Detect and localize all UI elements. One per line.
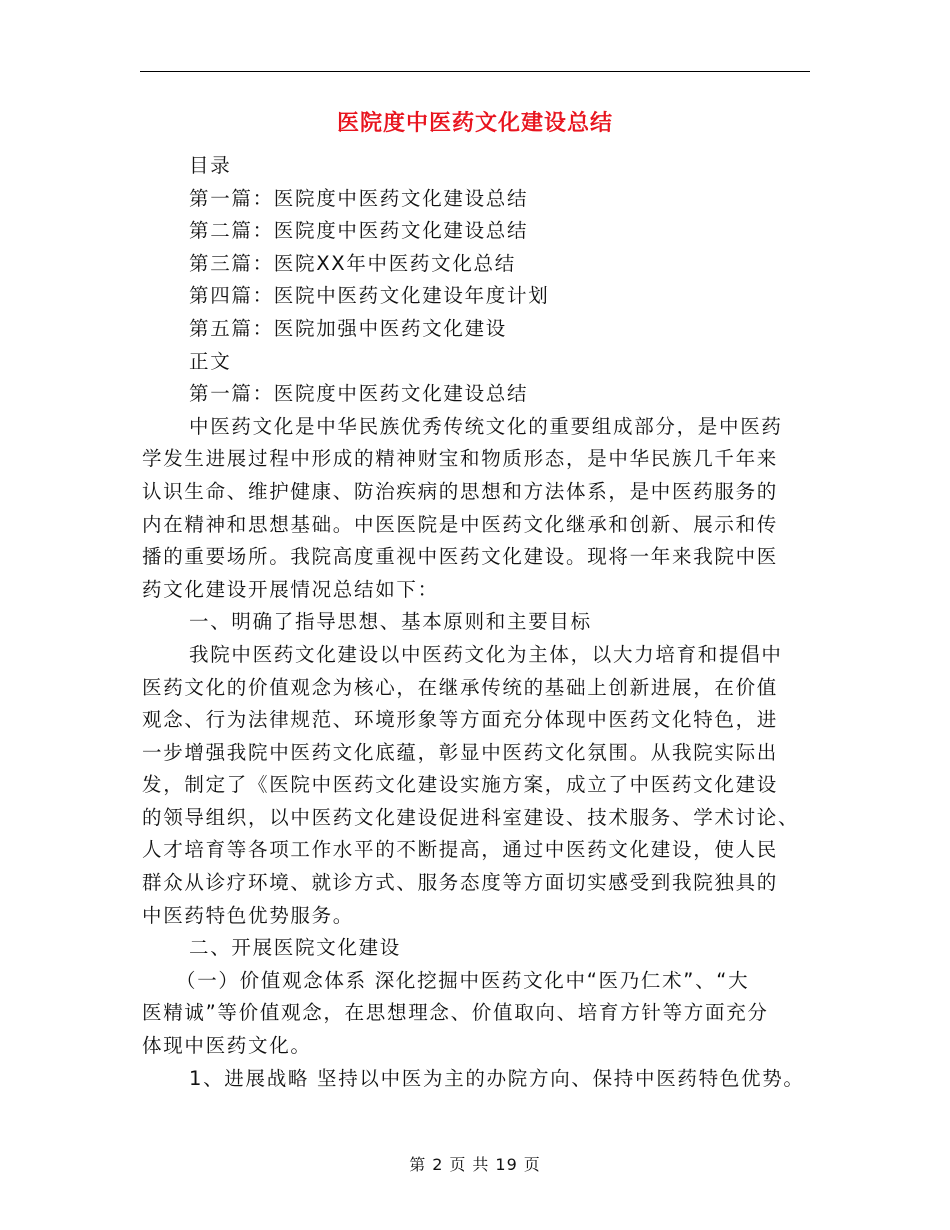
paragraph-line: 观念、行为法律规范、环境形象等方面充分体现中医药文化特色，进 [142, 708, 779, 732]
header-rule [140, 71, 810, 72]
document-title: 医院度中医药文化建设总结 [336, 111, 613, 136]
paragraph-line: 人才培育等各项工作水平的不断提高，通过中医药文化建设，使人民 [142, 838, 779, 862]
paragraph-line: 医药文化的价值观念为核心，在继承传统的基础上创新进展，在价值 [142, 675, 779, 699]
paragraph-line: 群众从诊疗环境、就诊方式、服务态度等方面切实感受到我院独具的 [142, 871, 779, 895]
toc-heading: 目录 [189, 154, 232, 177]
toc-item-1[interactable]: 第一篇：医院度中医药文化建设总结 [189, 186, 529, 210]
document-body [142, 150, 808, 1095]
paragraph-line: （一）价值观念体系 深化挖掘中医药文化中“医乃仁术”、“大 [176, 968, 750, 992]
paragraph-line: 中医药特色优势服务。 [142, 903, 355, 927]
paragraph-line: 中医药文化是中华民族优秀传统文化的重要组成部分，是中医药 [189, 414, 783, 438]
paragraph-line: 体现中医药文化。 [142, 1034, 312, 1058]
footer-prefix: 第 [409, 1155, 427, 1174]
footer-page-number: 2 [432, 1155, 444, 1174]
paragraph-line: 发，制定了《医院中医药文化建设实施方案，成立了中医药文化建设 [142, 773, 779, 797]
section-heading-1: 一、明确了指导思想、基本原则和主要目标 [189, 610, 592, 634]
section-heading-2: 二、开展医院文化建设 [189, 936, 402, 960]
paragraph-line: 内在精神和思想基础。中医医院是中医药文化继承和创新、展示和传 [142, 512, 779, 536]
toc-item-5[interactable]: 第五篇：医院加强中医药文化建设 [189, 316, 508, 340]
article-heading: 第一篇：医院度中医药文化建设总结 [189, 382, 529, 406]
paragraph-line: 认识生命、维护健康、防治疾病的思想和方法体系，是中医药服务的 [142, 479, 779, 503]
toc-item-3[interactable]: 第三篇：医院XX年中医药文化总结 [189, 251, 516, 275]
paragraph-line: 学发生进展过程中形成的精神财宝和物质形态，是中华民族几千年来 [142, 447, 779, 471]
footer-total-label: 共 [472, 1155, 490, 1174]
paragraph-line: 的领导组织，以中医药文化建设促进科室建设、技术服务、学术讨论、 [142, 805, 800, 829]
paragraph-line: 播的重要场所。我院高度重视中医药文化建设。现将一年来我院中医 [142, 545, 779, 569]
footer-suffix: 页 [523, 1155, 541, 1174]
paragraph-guiding-principles [142, 639, 808, 932]
paragraph-intro [142, 411, 808, 607]
toc-item-2[interactable]: 第二篇：医院度中医药文化建设总结 [189, 219, 529, 243]
body-heading: 正文 [189, 349, 232, 373]
paragraph-line: 我院中医药文化建设以中医药文化为主体，以大力培育和提倡中 [189, 642, 783, 666]
page-footer [0, 1152, 950, 1175]
paragraph-values [142, 965, 808, 1063]
paragraph-line: 1、进展战略 坚持以中医为主的办院方向、保持中医药特色优势。 [189, 1066, 805, 1090]
paragraph-line: 一步增强我院中医药文化底蕴，彰显中医药文化氛围。从我院实际出 [142, 740, 779, 764]
paragraph-strategy [142, 1063, 808, 1096]
footer-page-label: 页 [449, 1155, 467, 1174]
paragraph-line: 药文化建设开展情况总结如下： [142, 577, 439, 601]
toc-item-4[interactable]: 第四篇：医院中医药文化建设年度计划 [189, 284, 550, 308]
footer-total-pages: 19 [495, 1155, 518, 1174]
paragraph-line: 医精诚”等价值观念，在思想理念、价值取向、培育方针等方面充分 [142, 1001, 769, 1025]
